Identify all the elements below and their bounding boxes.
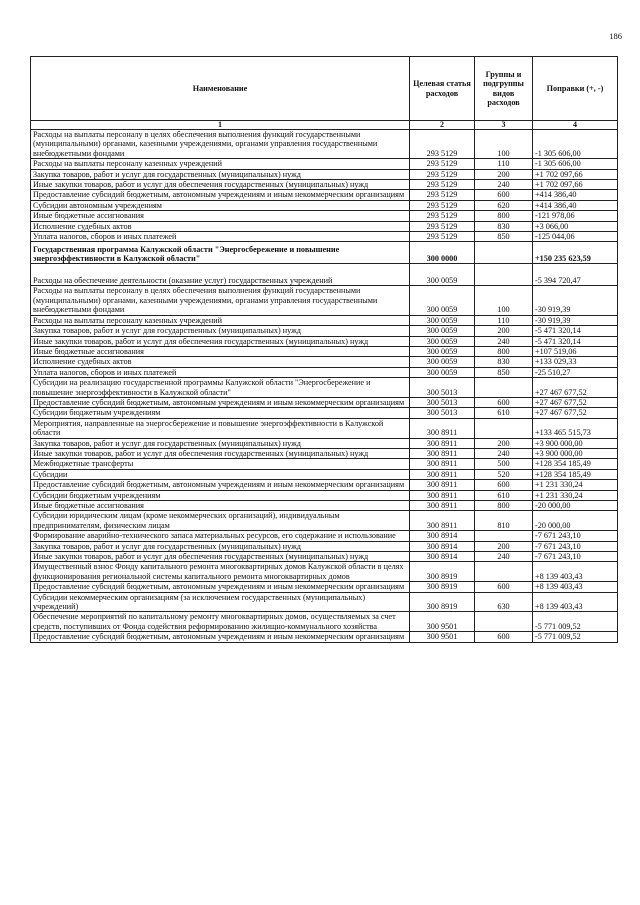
row-amount: +150 235 623,59 xyxy=(533,242,618,264)
row-amount: +1 702 097,66 xyxy=(533,180,618,190)
row-code: 293 5129 xyxy=(410,232,475,242)
row-group: 520 xyxy=(475,469,533,479)
row-group: 200 xyxy=(475,169,533,179)
row-group: 620 xyxy=(475,200,533,210)
row-amount: +414 386,40 xyxy=(533,200,618,210)
row-name: Субсидии юридическим лицам (кроме некоммерческих организаций), индивидуальным предпринимателям, физическим лицам xyxy=(31,511,410,531)
row-name: Расходы на выплаты персоналу в целях обеспечения выполнения функций государственными (муниципальными) органами, казенными учреждениями, органами управления государственными внебюджетными фондами xyxy=(31,286,410,315)
row-amount: -1 305 606,00 xyxy=(533,130,618,159)
row-name: Закупка товаров, работ и услуг для государственных (муниципальных) нужд xyxy=(31,438,410,448)
row-code: 293 5129 xyxy=(410,200,475,210)
row-amount: +8 139 403,43 xyxy=(533,562,618,582)
row-name: Расходы на выплаты персоналу казенных учреждений xyxy=(31,315,410,325)
row-name: Субсидии автономным учреждениям xyxy=(31,200,410,210)
row-amount: -7 671 243,10 xyxy=(533,531,618,541)
row-amount: +1 231 330,24 xyxy=(533,480,618,490)
header-name: Наименование xyxy=(31,57,410,121)
column-number-row xyxy=(31,121,618,130)
row-name: Исполнение судебных актов xyxy=(31,357,410,367)
row-code: 300 8911 xyxy=(410,469,475,479)
row-amount: +133 465 515,73 xyxy=(533,418,618,438)
table-row xyxy=(31,346,618,356)
row-name: Предоставление субсидий бюджетным, автономным учреждениям и иным некоммерческим организациям xyxy=(31,582,410,592)
row-code: 293 5129 xyxy=(410,190,475,200)
row-amount: -20 000,00 xyxy=(533,511,618,531)
row-amount: +3 900 000,00 xyxy=(533,448,618,458)
row-name: Иные бюджетные ассигнования xyxy=(31,501,410,511)
row-name: Мероприятия, направленные на энергосбережение и повышение энергоэффективности в Калужской области xyxy=(31,418,410,438)
row-code: 293 5129 xyxy=(410,130,475,159)
row-name: Иные закупки товаров, работ и услуг для обеспечения государственных (муниципальных) нужд xyxy=(31,448,410,458)
table-row xyxy=(31,459,618,469)
row-amount: +128 354 185,49 xyxy=(533,469,618,479)
row-group: 600 xyxy=(475,190,533,200)
table-row xyxy=(31,242,618,264)
table-row xyxy=(31,448,618,458)
row-amount: +3 900 000,00 xyxy=(533,438,618,448)
row-name: Субсидии бюджетным учреждениям xyxy=(31,408,410,418)
row-code: 300 8911 xyxy=(410,511,475,531)
row-amount: -25 510,27 xyxy=(533,367,618,377)
row-amount: -5 771 009,52 xyxy=(533,612,618,632)
row-code: 300 9501 xyxy=(410,612,475,632)
row-code: 300 8911 xyxy=(410,490,475,500)
row-group xyxy=(475,562,533,582)
row-code: 300 5013 xyxy=(410,408,475,418)
row-amount: -5 394 720,47 xyxy=(533,264,618,286)
row-name: Иные бюджетные ассигнования xyxy=(31,346,410,356)
row-amount: -5 471 320,14 xyxy=(533,336,618,346)
row-code: 293 5129 xyxy=(410,180,475,190)
row-amount: +133 029,33 xyxy=(533,357,618,367)
table-row xyxy=(31,438,618,448)
row-group: 200 xyxy=(475,438,533,448)
row-code: 300 0059 xyxy=(410,367,475,377)
row-amount: -7 671 243,10 xyxy=(533,552,618,562)
row-group: 800 xyxy=(475,501,533,511)
row-name: Расходы на обеспечение деятельности (оказание услуг) государственных учреждений xyxy=(31,264,410,286)
table-header-row xyxy=(31,57,618,121)
row-group xyxy=(475,531,533,541)
row-code: 300 8914 xyxy=(410,541,475,551)
row-code: 300 8919 xyxy=(410,592,475,612)
row-name: Иные закупки товаров, работ и услуг для обеспечения государственных (муниципальных) нужд xyxy=(31,180,410,190)
column-number: 4 xyxy=(533,121,618,130)
table-row xyxy=(31,367,618,377)
row-amount: +128 354 185,49 xyxy=(533,459,618,469)
table-row xyxy=(31,378,618,398)
row-code: 300 0059 xyxy=(410,264,475,286)
row-group: 100 xyxy=(475,130,533,159)
row-code: 300 5013 xyxy=(410,397,475,407)
row-amount: +1 231 330,24 xyxy=(533,490,618,500)
row-name: Исполнение судебных актов xyxy=(31,221,410,231)
row-name: Государственная программа Калужской области "Энергосбережение и повышение энергоэффективности в Калужской области" xyxy=(31,242,410,264)
row-group: 830 xyxy=(475,357,533,367)
row-name: Межбюджетные трансферты xyxy=(31,459,410,469)
row-name: Закупка товаров, работ и услуг для государственных (муниципальных) нужд xyxy=(31,169,410,179)
row-amount: -20 000,00 xyxy=(533,501,618,511)
table-row xyxy=(31,632,618,642)
row-code: 300 0059 xyxy=(410,315,475,325)
row-code: 293 5129 xyxy=(410,211,475,221)
row-group xyxy=(475,242,533,264)
row-amount: -30 919,39 xyxy=(533,286,618,315)
row-name: Субсидии бюджетным учреждениям xyxy=(31,490,410,500)
row-code: 300 0059 xyxy=(410,286,475,315)
table-row xyxy=(31,397,618,407)
row-group: 240 xyxy=(475,552,533,562)
table-row xyxy=(31,480,618,490)
row-group: 630 xyxy=(475,592,533,612)
row-code: 300 0059 xyxy=(410,357,475,367)
row-code: 300 8911 xyxy=(410,480,475,490)
row-amount: -5 771 009,52 xyxy=(533,632,618,642)
row-group: 600 xyxy=(475,632,533,642)
header-code: Целевая статья расходов xyxy=(410,57,475,121)
row-name: Субсидии xyxy=(31,469,410,479)
table-row xyxy=(31,408,618,418)
row-group: 100 xyxy=(475,286,533,315)
table-row xyxy=(31,357,618,367)
table-row xyxy=(31,159,618,169)
row-amount: -125 044,06 xyxy=(533,232,618,242)
row-code: 300 8911 xyxy=(410,448,475,458)
row-name: Иные закупки товаров, работ и услуг для обеспечения государственных (муниципальных) нужд xyxy=(31,336,410,346)
row-group: 800 xyxy=(475,346,533,356)
table-row xyxy=(31,501,618,511)
row-amount: -121 978,06 xyxy=(533,211,618,221)
table-row xyxy=(31,232,618,242)
table-row xyxy=(31,221,618,231)
table-row xyxy=(31,531,618,541)
table-row xyxy=(31,200,618,210)
table-row xyxy=(31,190,618,200)
row-amount: +107 519,06 xyxy=(533,346,618,356)
row-amount: +27 467 677,52 xyxy=(533,397,618,407)
row-code: 293 5129 xyxy=(410,221,475,231)
row-group: 850 xyxy=(475,367,533,377)
table-row xyxy=(31,180,618,190)
row-group: 800 xyxy=(475,211,533,221)
row-name: Предоставление субсидий бюджетным, автономным учреждениям и иным некоммерческим организациям xyxy=(31,480,410,490)
row-group: 500 xyxy=(475,459,533,469)
row-code: 300 8914 xyxy=(410,552,475,562)
row-code: 300 8919 xyxy=(410,582,475,592)
column-number: 1 xyxy=(31,121,410,130)
row-amount: +8 139 403,43 xyxy=(533,592,618,612)
table-row xyxy=(31,541,618,551)
budget-table xyxy=(30,56,618,643)
row-amount: -5 471 320,14 xyxy=(533,326,618,336)
row-name: Предоставление субсидий бюджетным, автономным учреждениям и иным некоммерческим организациям xyxy=(31,632,410,642)
row-group: 600 xyxy=(475,480,533,490)
row-group: 600 xyxy=(475,397,533,407)
table-row xyxy=(31,264,618,286)
row-code: 293 5129 xyxy=(410,169,475,179)
table-row xyxy=(31,552,618,562)
table-row xyxy=(31,286,618,315)
row-group: 610 xyxy=(475,490,533,500)
row-name: Обеспечение мероприятий по капитальному ремонту многоквартирных домов, осуществляемых за счет средств, поступивших от Фонда содействия реформированию жилищно-коммунального хозяйства xyxy=(31,612,410,632)
table-row xyxy=(31,562,618,582)
table-row xyxy=(31,592,618,612)
row-name: Уплата налогов, сборов и иных платежей xyxy=(31,367,410,377)
row-name: Расходы на выплаты персоналу казенных учреждений xyxy=(31,159,410,169)
row-amount: +1 702 097,66 xyxy=(533,169,618,179)
table-row xyxy=(31,418,618,438)
row-code: 293 5129 xyxy=(410,159,475,169)
column-number: 3 xyxy=(475,121,533,130)
table-row xyxy=(31,315,618,325)
row-group: 610 xyxy=(475,408,533,418)
row-name: Субсидии некоммерческим организациям (за исключением государственных (муниципальных) учреждений) xyxy=(31,592,410,612)
table-row xyxy=(31,130,618,159)
row-amount: -1 305 606,00 xyxy=(533,159,618,169)
table-row xyxy=(31,211,618,221)
row-group: 240 xyxy=(475,448,533,458)
row-group: 240 xyxy=(475,336,533,346)
row-group: 110 xyxy=(475,159,533,169)
row-code: 300 8911 xyxy=(410,438,475,448)
table-row xyxy=(31,490,618,500)
row-group xyxy=(475,378,533,398)
row-name: Закупка товаров, работ и услуг для государственных (муниципальных) нужд xyxy=(31,541,410,551)
table-row xyxy=(31,582,618,592)
row-code: 300 0059 xyxy=(410,346,475,356)
row-code: 300 8911 xyxy=(410,418,475,438)
row-group xyxy=(475,418,533,438)
row-code: 300 0059 xyxy=(410,336,475,346)
row-group: 830 xyxy=(475,221,533,231)
row-amount: +3 066,00 xyxy=(533,221,618,231)
row-name: Закупка товаров, работ и услуг для государственных (муниципальных) нужд xyxy=(31,326,410,336)
row-group: 240 xyxy=(475,180,533,190)
table-row xyxy=(31,511,618,531)
row-group: 200 xyxy=(475,326,533,336)
row-group: 600 xyxy=(475,582,533,592)
row-code: 300 9501 xyxy=(410,632,475,642)
row-name: Иные бюджетные ассигнования xyxy=(31,211,410,221)
row-code: 300 0000 xyxy=(410,242,475,264)
row-amount: +27 467 677,52 xyxy=(533,378,618,398)
header-group: Группы и подгруппы видов расходов xyxy=(475,57,533,121)
row-code: 300 8911 xyxy=(410,501,475,511)
row-amount: +8 139 403,43 xyxy=(533,582,618,592)
row-code: 300 8911 xyxy=(410,459,475,469)
row-name: Предоставление субсидий бюджетным, автономным учреждениям и иным некоммерческим организациям xyxy=(31,397,410,407)
table-body xyxy=(31,130,618,643)
column-number: 2 xyxy=(410,121,475,130)
row-name: Предоставление субсидий бюджетным, автономным учреждениям и иным некоммерческим организациям xyxy=(31,190,410,200)
row-amount: +27 467 677,52 xyxy=(533,408,618,418)
table-row xyxy=(31,469,618,479)
table-row xyxy=(31,336,618,346)
row-name: Формирование аварийно-технического запаса материальных ресурсов, его содержание и использование xyxy=(31,531,410,541)
row-amount: +414 386,40 xyxy=(533,190,618,200)
page-number: 186 xyxy=(609,31,622,41)
row-code: 300 5013 xyxy=(410,378,475,398)
table-row xyxy=(31,612,618,632)
row-code: 300 0059 xyxy=(410,326,475,336)
row-name: Иные закупки товаров, работ и услуг для обеспечения государственных (муниципальных) нужд xyxy=(31,552,410,562)
row-name: Расходы на выплаты персоналу в целях обеспечения выполнения функций государственными (муниципальными) органами, казенными учреждениями, органами управления государственными внебюджетными фондами xyxy=(31,130,410,159)
row-amount: -30 919,39 xyxy=(533,315,618,325)
row-group: 110 xyxy=(475,315,533,325)
row-code: 300 8919 xyxy=(410,562,475,582)
row-code: 300 8914 xyxy=(410,531,475,541)
row-group: 200 xyxy=(475,541,533,551)
table-row xyxy=(31,169,618,179)
row-group: 810 xyxy=(475,511,533,531)
row-name: Субсидии на реализацию государственной программы Калужской области "Энергосбережение и повышение энергоэффективности в Калужской области" xyxy=(31,378,410,398)
row-group xyxy=(475,612,533,632)
row-group: 850 xyxy=(475,232,533,242)
row-amount: -7 671 243,10 xyxy=(533,541,618,551)
row-name: Имущественный взнос Фонду капитального ремонта многоквартирных домов Калужской области в целях функционирования региональной системы капитального ремонта многоквартирных домов xyxy=(31,562,410,582)
row-name: Уплата налогов, сборов и иных платежей xyxy=(31,232,410,242)
row-group xyxy=(475,264,533,286)
header-amount: Поправки (+, -) xyxy=(533,57,618,121)
table-row xyxy=(31,326,618,336)
